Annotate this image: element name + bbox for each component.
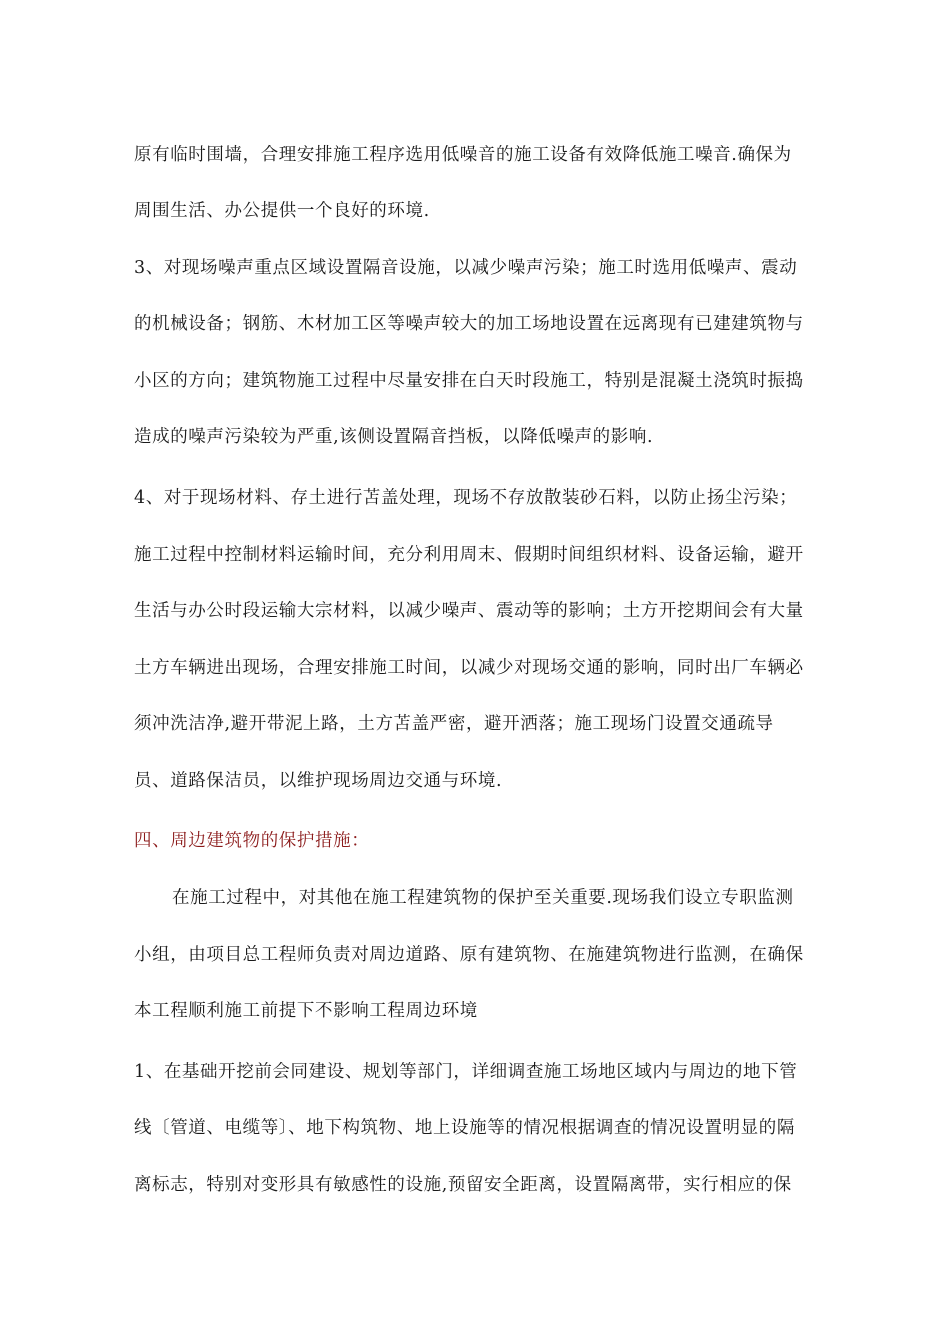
text-line: 在施工过程中，对其他在施工程建筑物的保护至关重要.现场我们设立专职监测 <box>172 888 794 908</box>
text-line: 离标志，特别对变形具有敏感性的设施,预留安全距离，设置隔离带，实行相应的保 <box>134 1175 792 1195</box>
text-line: 生活与办公时段运输大宗材料，以减少噪声、震动等的影响；土方开挖期间会有大量 <box>134 601 804 621</box>
section-heading: 四、周边建筑物的保护措施： <box>134 831 370 851</box>
text-line: 周围生活、办公提供一个良好的环境. <box>134 201 430 221</box>
text-line: 须冲洗洁净,避开带泥上路，土方苫盖严密，避开洒落；施工现场门设置交通疏导 <box>134 714 774 734</box>
text-line: 造成的噪声污染较为严重,该侧设置隔音挡板，以降低噪声的影响. <box>134 427 654 447</box>
text-line: 小组，由项目总工程师负责对周边道路、原有建筑物、在施建筑物进行监测，在确保 <box>134 945 804 965</box>
text-line: 本工程顺利施工前提下不影响工程周边环境 <box>134 1001 478 1021</box>
text-line: 的机械设备；钢筋、木材加工区等噪声较大的加工场地设置在远离现有已建建筑物与 <box>134 314 804 334</box>
text-line: 小区的方向；建筑物施工过程中尽量安排在白天时段施工，特别是混凝土浇筑时振捣 <box>134 371 804 391</box>
text-line: 4、对于现场材料、存土进行苫盖处理，现场不存放散装砂石料，以防止扬尘污染； <box>134 488 798 508</box>
text-line: 原有临时围墙，合理安排施工程序选用低噪音的施工设备有效降低施工噪音.确保为 <box>134 145 792 165</box>
text-line: 3、对现场噪声重点区域设置隔音设施，以减少噪声污染；施工时选用低噪声、震动 <box>134 258 798 278</box>
text-line: 1、在基础开挖前会同建设、规划等部门，详细调查施工场地区域内与周边的地下管 <box>134 1062 798 1082</box>
text-line: 土方车辆进出现场，合理安排施工时间，以减少对现场交通的影响，同时出厂车辆必 <box>134 658 804 678</box>
text-line: 线〔管道、电缆等〕、地下构筑物、地上设施等的情况根据调查的情况设置明显的隔 <box>134 1118 795 1138</box>
text-line: 施工过程中控制材料运输时间，充分利用周末、假期时间组织材料、设备运输，避开 <box>134 545 804 565</box>
text-line: 员、道路保洁员，以维护现场周边交通与环境. <box>134 771 503 791</box>
